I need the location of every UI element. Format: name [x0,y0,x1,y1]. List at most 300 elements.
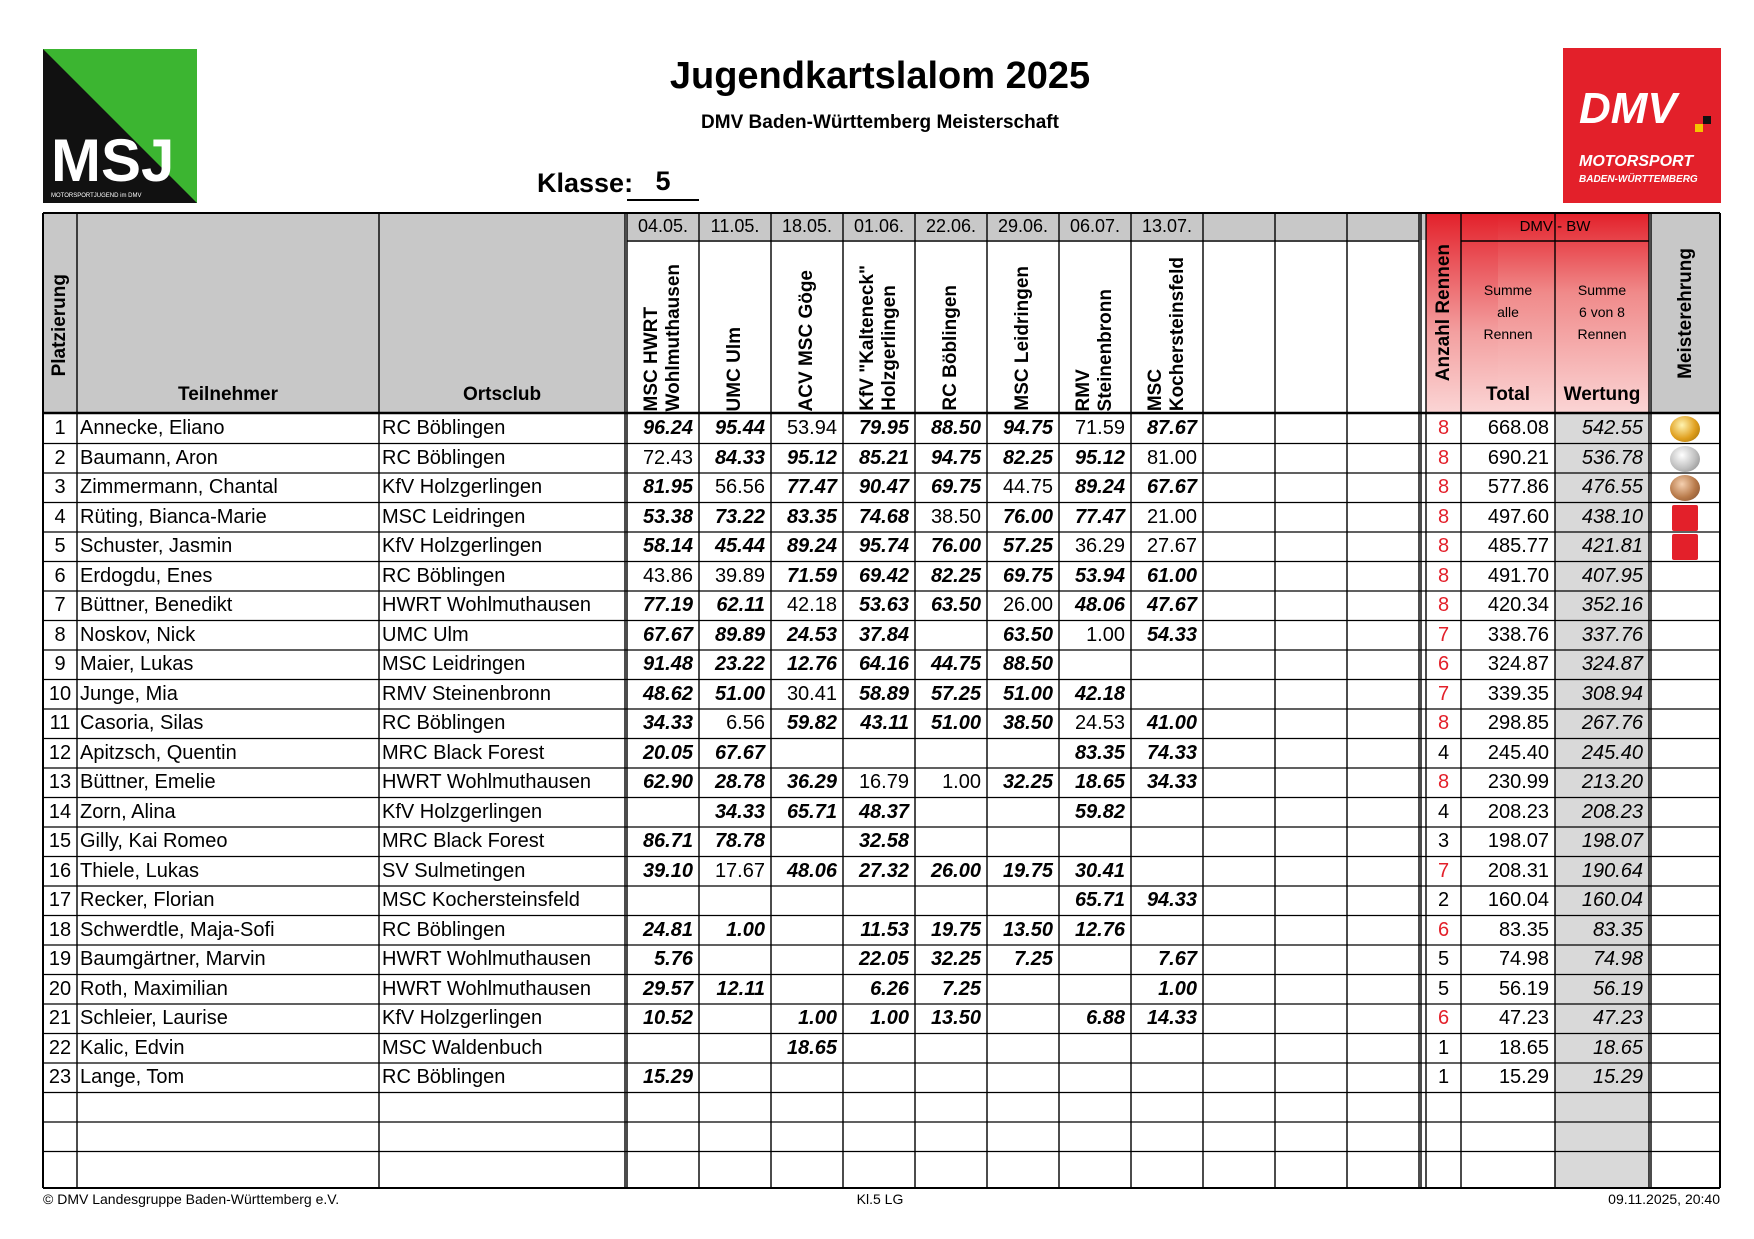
race-venue-line2: Holzgerlingen [879,285,900,411]
row-score: 12.76 [1074,918,1125,941]
row-score: 32.25 [930,948,981,970]
row-name: Schuster, Jasmin [80,535,233,557]
row-score: 58.89 [858,682,909,705]
header-ortsclub: Ortsclub [462,384,542,405]
footer-copyright: © DMV Landesgruppe Baden-Württemberg e.V. [43,1191,340,1207]
row-total: 15.29 [1498,1066,1549,1088]
row-total: 420.34 [1487,594,1549,616]
row-score: 19.75 [1002,859,1053,882]
row-score: 63.50 [930,594,981,616]
row-score: 57.25 [930,682,981,705]
row-name: Baumann, Aron [80,446,218,469]
row-total: 298.85 [1487,712,1549,734]
row-score: 78.78 [714,830,765,852]
row-club: SV Sulmetingen [382,859,526,882]
header-teilnehmer: Teilnehmer [178,384,278,405]
row-total: 198.07 [1487,830,1549,852]
row-total: 485.77 [1487,535,1549,557]
row-score: 54.33 [1146,623,1197,646]
row-score: 44.75 [1002,476,1053,498]
row-total: 208.31 [1487,859,1549,882]
row-score: 30.41 [1074,859,1125,882]
header-summe-6 [1555,279,1649,345]
row-club: RC Böblingen [382,417,506,439]
row-score: 77.19 [642,594,693,616]
race-venue [843,243,915,411]
row-score: 45.44 [714,535,765,557]
row-score: 38.50 [930,505,981,528]
header-summe-6-line3: Rennen [1577,326,1627,342]
race-venue-label [1145,257,1189,411]
row-score: 1.00 [942,771,981,793]
row-score: 95.12 [786,446,837,469]
row-score: 56.56 [714,476,765,498]
row-score: 32.58 [858,830,909,852]
row-total: 497.60 [1487,505,1549,528]
row-score: 41.00 [1146,712,1197,734]
row-name: Büttner, Emelie [80,771,216,793]
row-total: 74.98 [1498,948,1549,970]
row-place: 1 [54,417,66,439]
row-score: 94.75 [930,446,981,469]
row-score: 1.00 [726,918,765,941]
header-meisterehrung-label: Meisterehrung [1674,247,1696,379]
row-score: 53.94 [786,417,837,439]
row-wertung: 208.23 [1555,798,1649,827]
row-race-count: 7 [1437,623,1450,646]
dmv-award-icon [1672,534,1698,560]
row-score: 43.86 [642,564,693,587]
row-score: 65.71 [786,800,837,823]
row-score: 51.00 [1002,682,1053,705]
row-wertung: 190.64 [1555,857,1649,886]
row-total: 577.86 [1487,476,1549,498]
row-race-count: 7 [1437,859,1450,882]
header-platzierung [43,240,77,410]
row-score: 59.82 [786,712,837,734]
row-score: 84.33 [714,446,765,469]
race-venue [771,243,843,411]
row-score: 96.24 [642,417,693,439]
race-venue-line1: UMC Ulm [724,326,746,411]
row-score: 67.67 [714,741,765,764]
dmv-logo-line1: MOTORSPORT [1579,153,1694,170]
row-wertung: 47.23 [1555,1004,1649,1033]
race-venue-line1: MSC Leidringen [1012,266,1034,411]
row-place: 16 [48,859,72,882]
row-name: Erdogdu, Enes [80,564,213,587]
row-score: 89.24 [786,535,837,557]
row-club: KfV Holzgerlingen [382,535,543,557]
row-score: 61.00 [1146,564,1197,587]
row-score: 16.79 [858,771,909,793]
row-score: 59.82 [1074,800,1125,823]
row-score: 7.25 [942,977,981,1000]
row-score: 18.65 [786,1036,837,1059]
footer-timestamp: 09.11.2025, 20:40 [1608,1191,1720,1207]
row-wertung: 324.87 [1555,650,1649,679]
row-score: 27.67 [1146,535,1197,557]
row-race-count: 8 [1437,446,1450,469]
row-wertung: 56.19 [1555,975,1649,1004]
race-venue-label [940,285,962,411]
race-header-empty [1275,241,1347,413]
row-score: 95.12 [1074,446,1125,469]
row-name: Gilly, Kai Romeo [80,830,228,852]
row-race-count: 5 [1437,948,1450,970]
row-race-count: 8 [1437,594,1450,616]
silver-medal-icon [1670,446,1700,472]
row-score: 53.94 [1074,564,1125,587]
row-name: Baumgärtner, Marvin [80,948,266,970]
row-score: 62.11 [716,594,765,616]
row-wertung: 352.16 [1555,591,1649,620]
row-wertung: 476.55 [1555,473,1649,502]
row-name: Rüting, Bianca-Marie [80,505,267,528]
row-place: 3 [54,476,66,498]
race-venue-line1: ACV MSC Göge [796,269,818,411]
race-venue-line2: Kochersteinsfeld [1167,256,1188,411]
row-score: 17.67 [714,859,765,882]
row-race-count: 8 [1437,712,1450,734]
row-club: RC Böblingen [382,1066,506,1088]
row-score: 83.35 [1074,741,1125,764]
row-score: 5.76 [654,948,693,970]
row-score: 7.67 [1158,948,1197,970]
race-venue-line1: RMV [1073,368,1095,411]
row-wertung: 536.78 [1555,444,1649,473]
row-club: MSC Leidringen [382,505,526,528]
row-race-count: 4 [1437,800,1450,823]
dmv-logo-text: DMV [1579,84,1677,133]
row-score: 63.50 [1002,623,1053,646]
row-race-count: 1 [1437,1066,1450,1088]
klasse-label: Klasse: [537,168,634,198]
row-club: KfV Holzgerlingen [382,476,543,498]
row-club: UMC Ulm [382,623,469,646]
dmv-award-icon [1672,505,1698,531]
row-club: RMV Steinenbronn [382,682,551,705]
row-score: 72.43 [642,446,693,469]
row-score: 76.00 [1002,505,1053,528]
row-wertung: 421.81 [1555,532,1649,561]
row-score: 1.00 [1086,623,1125,646]
race-venue-line1: RC Böblingen [940,285,962,411]
row-score: 34.33 [1146,771,1197,793]
row-place: 9 [54,653,66,675]
row-club: KfV Holzgerlingen [382,1007,543,1029]
row-wertung: 245.40 [1555,739,1649,768]
row-club: RC Böblingen [382,918,506,941]
row-score: 73.22 [714,505,765,528]
row-wertung: 337.76 [1555,621,1649,650]
row-wertung: 308.94 [1555,680,1649,709]
row-club: MSC Waldenbuch [382,1036,543,1059]
row-club: RC Böblingen [382,712,506,734]
row-score: 21.00 [1146,505,1197,528]
row-score: 39.10 [642,859,693,882]
row-total: 160.04 [1487,889,1549,911]
row-total: 690.21 [1487,446,1549,469]
race-venue-label [1012,266,1034,411]
row-club: KfV Holzgerlingen [382,800,543,823]
row-wertung: 438.10 [1555,503,1649,532]
row-score: 53.38 [642,505,693,528]
dmv-logo-graphic [1563,48,1721,203]
row-club: MSC Leidringen [382,653,526,675]
row-score: 81.00 [1146,446,1197,469]
row-club: RC Böblingen [382,446,506,469]
page-title: Jugendkartslalom 2025 [669,55,1091,97]
race-venue-label [724,327,746,411]
row-score: 30.41 [786,682,837,705]
row-name: Noskov, Nick [80,623,196,646]
row-score: 37.84 [858,623,909,646]
row-total: 208.23 [1487,800,1549,823]
row-name: Zorn, Alina [80,800,176,823]
row-race-count: 6 [1437,1007,1450,1029]
row-name: Zimmermann, Chantal [80,476,278,498]
row-name: Annecke, Eliano [80,417,225,439]
row-score: 88.50 [930,417,981,439]
row-score: 42.18 [786,594,837,616]
row-race-count: 6 [1437,918,1450,941]
row-score: 51.00 [930,712,981,734]
row-race-count: 3 [1437,830,1450,852]
row-score: 69.75 [930,476,981,498]
race-venue [987,243,1059,411]
row-race-count: 8 [1437,505,1450,528]
row-race-count: 1 [1437,1036,1450,1059]
row-name: Büttner, Benedikt [80,594,233,616]
race-venue-line2: Wohlmuthausen [663,263,684,411]
row-race-count: 6 [1437,653,1450,675]
row-club: MSC Kochersteinsfeld [382,889,580,911]
race-date: 06.07. [1069,216,1121,236]
row-name: Apitzsch, Quentin [80,741,237,764]
row-score: 48.37 [858,800,909,823]
row-wertung-empty [1555,1093,1649,1123]
row-score: 64.16 [858,653,909,675]
msj-logo-graphic [43,49,197,203]
row-total: 324.87 [1487,653,1549,675]
row-score: 58.14 [642,535,693,557]
row-race-count: 4 [1437,741,1450,764]
row-club: MRC Black Forest [382,830,545,852]
row-race-count: 8 [1437,535,1450,557]
row-name: Schwerdtle, Maja-Sofi [80,918,275,941]
row-name: Junge, Mia [80,682,178,705]
row-race-count: 8 [1437,476,1450,498]
dmv-logo [1563,48,1721,203]
row-total: 245.40 [1487,741,1549,764]
row-score: 67.67 [1146,476,1197,498]
row-score: 10.52 [642,1007,693,1029]
header-summe-6-line2: 6 von 8 [1579,304,1625,320]
row-name: Recker, Florian [80,889,215,911]
row-total: 230.99 [1487,771,1549,793]
row-place: 7 [54,594,66,616]
row-place: 14 [48,800,72,823]
race-venue-label [796,270,818,411]
row-score: 7.25 [1014,948,1053,970]
row-score: 26.00 [930,859,981,882]
row-score: 57.25 [1002,535,1053,557]
race-venue [1131,243,1203,411]
row-score: 77.47 [786,476,837,498]
row-name: Casoria, Silas [80,712,204,734]
row-score: 89.89 [714,623,765,646]
row-score: 74.68 [858,505,909,528]
row-score: 69.42 [858,564,909,587]
row-wertung: 18.65 [1555,1034,1649,1063]
row-place: 4 [54,505,66,528]
footer-center: Kl.5 LG [856,1191,904,1207]
race-date: 11.05. [710,216,760,236]
race-date: 13.07. [1141,216,1193,236]
row-score: 86.71 [642,830,693,852]
row-score: 48.06 [1074,594,1125,616]
msj-logo [43,49,197,203]
row-wertung: 83.35 [1555,916,1649,945]
row-score: 51.00 [714,682,765,705]
row-total: 47.23 [1498,1007,1549,1029]
row-race-count: 2 [1437,889,1450,911]
race-venue [915,243,987,411]
race-date: 29.06. [997,216,1049,236]
row-score: 89.24 [1074,476,1125,498]
row-club: HWRT Wohlmuthausen [382,771,591,793]
row-score: 67.67 [642,623,693,646]
row-score: 18.65 [1074,771,1125,793]
row-score: 15.29 [642,1066,693,1088]
row-club: HWRT Wohlmuthausen [382,977,591,1000]
row-score: 19.75 [930,918,981,941]
row-score: 6.88 [1086,1007,1125,1029]
race-date: 01.06. [853,216,905,236]
row-place: 18 [48,918,72,941]
row-place: 2 [54,446,66,469]
row-score: 20.05 [642,741,693,764]
row-score: 87.67 [1146,417,1197,439]
header-anzahl-rennen-label: Anzahl Rennen [1432,244,1454,382]
row-total: 18.65 [1498,1036,1549,1059]
header-total: Total [1486,384,1530,405]
page-subtitle: DMV Baden-Württemberg Meisterschaft [701,112,1059,133]
row-wertung: 74.98 [1555,945,1649,974]
row-score: 1.00 [798,1007,837,1029]
row-place: 13 [48,771,72,793]
header-summe-6-line1: Summe [1577,282,1627,298]
row-score: 94.75 [1002,417,1053,439]
row-score: 36.29 [1074,535,1125,557]
row-score: 82.25 [1002,446,1053,469]
row-score: 91.48 [642,653,693,675]
row-wertung: 267.76 [1555,709,1649,738]
race-header-empty [1347,241,1419,413]
row-score: 24.53 [786,623,837,646]
header-summe-alle-line1: Summe [1483,282,1533,298]
row-score: 82.25 [930,564,981,587]
row-place: 5 [54,535,66,557]
row-score: 88.50 [1002,653,1053,675]
row-score: 42.18 [1074,682,1125,705]
row-total: 83.35 [1498,918,1549,941]
race-venue [1059,243,1131,411]
row-name: Thiele, Lukas [80,859,199,882]
row-score: 14.33 [1146,1007,1197,1029]
row-score: 69.75 [1002,564,1053,587]
msj-logo-text: MSJ [51,127,175,194]
row-score: 12.11 [716,977,765,1000]
row-score: 62.90 [642,771,693,793]
row-score: 11.53 [860,918,909,941]
race-date: 22.06. [925,216,977,236]
row-name: Kalic, Edvin [80,1036,185,1059]
row-score: 29.57 [642,977,693,1000]
row-score: 94.33 [1146,889,1197,911]
row-score: 1.00 [870,1007,909,1029]
row-score: 71.59 [786,564,837,587]
race-venue [699,243,771,411]
row-score: 13.50 [1002,918,1053,941]
row-total: 491.70 [1487,564,1549,587]
header-summe-alle [1461,279,1555,345]
row-score: 81.95 [642,476,693,498]
row-score: 36.29 [786,771,837,793]
row-score: 47.67 [1146,594,1197,616]
row-club: HWRT Wohlmuthausen [382,948,591,970]
row-place: 22 [48,1036,72,1059]
race-venue-label [641,264,685,411]
gold-medal-icon [1670,416,1700,442]
header-summe-alle-line2: alle [1497,304,1519,320]
row-race-count: 8 [1437,771,1450,793]
row-score: 23.22 [714,653,765,675]
row-race-count: 8 [1437,417,1450,439]
row-score: 95.44 [714,417,765,439]
race-venue-line1: MSC [1145,368,1167,411]
row-score: 6.26 [870,977,909,1000]
row-score: 1.00 [1158,977,1197,1000]
row-name: Maier, Lukas [80,653,194,675]
row-place: 20 [48,977,72,1000]
race-venue-label [1073,289,1117,411]
row-score: 34.33 [714,800,765,823]
row-place: 21 [48,1007,72,1029]
row-club: HWRT Wohlmuthausen [382,594,591,616]
row-score: 13.50 [930,1007,981,1029]
row-score: 71.59 [1074,417,1125,439]
row-score: 26.00 [1002,594,1053,616]
header-anzahl-rennen [1426,213,1461,413]
row-club: RC Böblingen [382,564,506,587]
race-header-empty [1203,241,1275,413]
row-place: 12 [48,741,72,764]
row-score: 28.78 [714,771,765,793]
row-place: 8 [54,623,66,646]
row-name: Schleier, Laurise [80,1007,228,1029]
row-score: 43.11 [860,712,909,734]
row-wertung-empty [1555,1122,1649,1152]
row-race-count: 7 [1437,682,1450,705]
row-score: 65.71 [1074,889,1125,911]
row-score: 77.47 [1074,505,1125,528]
klasse-value: 5 [627,166,699,201]
row-race-count: 5 [1437,977,1450,1000]
row-place: 15 [48,830,72,852]
header-summe-alle-line3: Rennen [1483,326,1533,342]
